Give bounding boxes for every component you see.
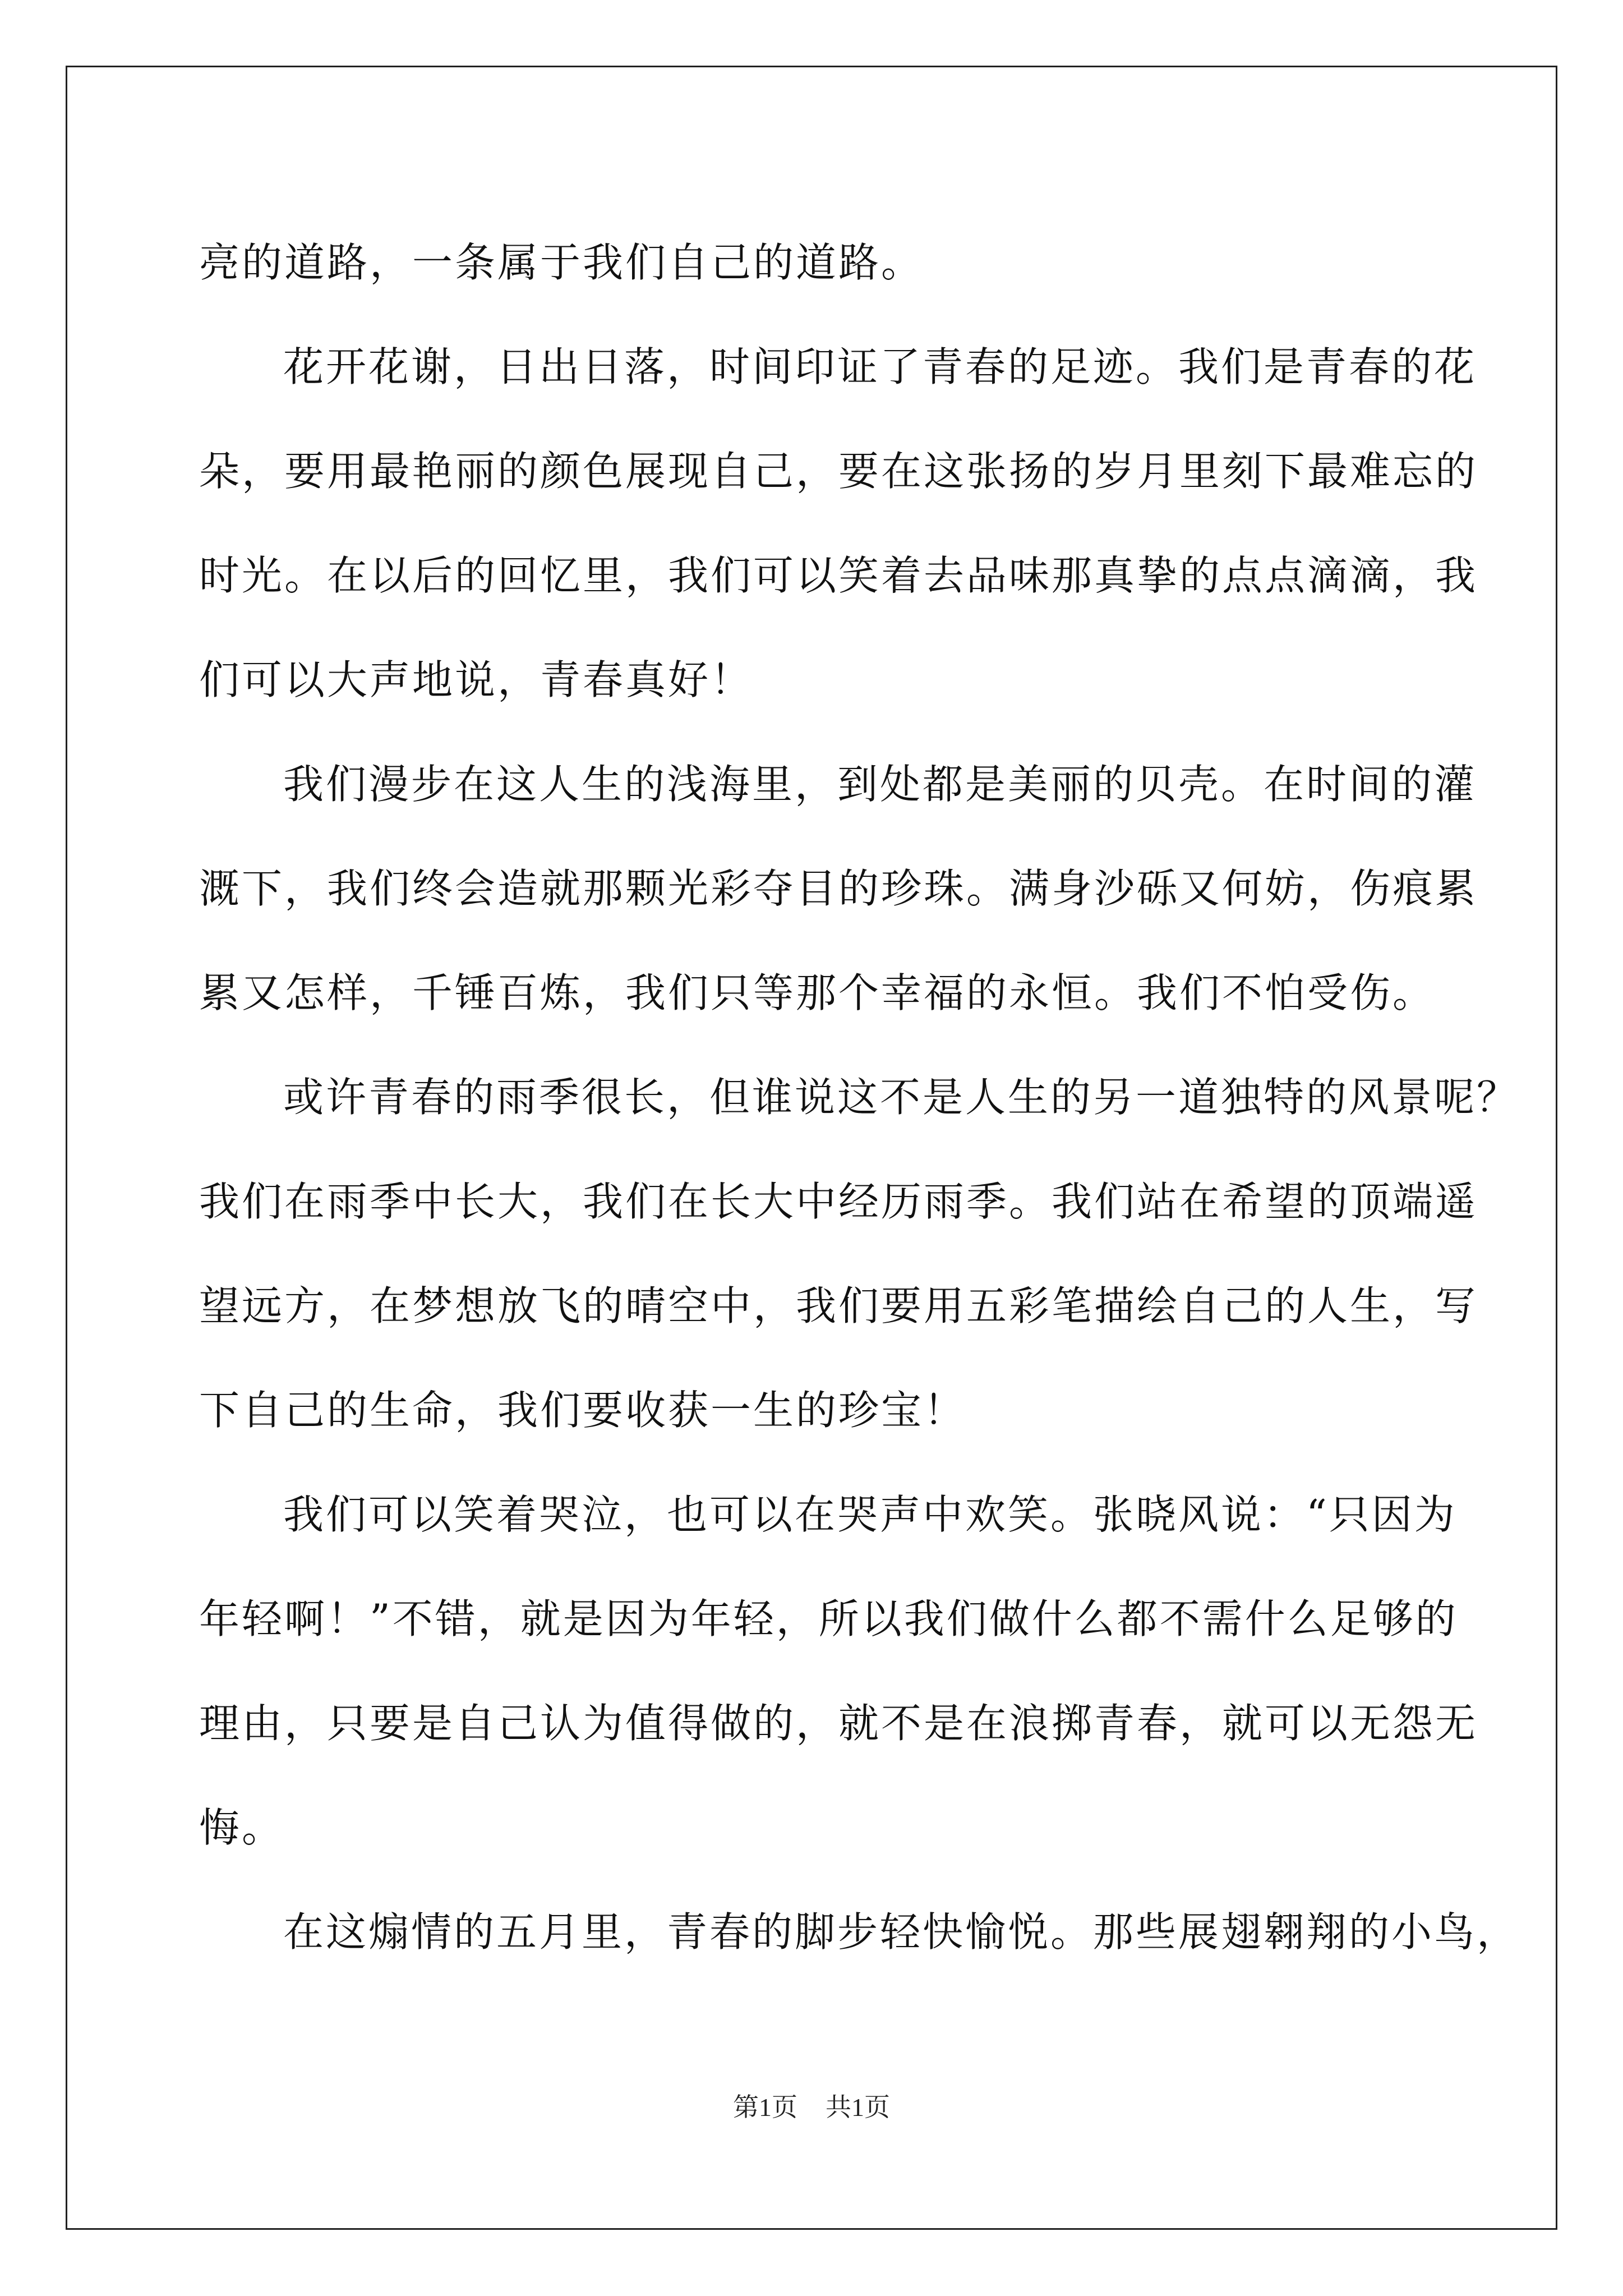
text-line: 累又怎样，千锤百炼，我们只等那个幸福的永恒。我们不怕受伤。: [199, 969, 1436, 1016]
paragraph-first-line: 我们漫步在这人生的浅海里，到处都是美丽的贝壳。在时间的灌: [283, 761, 1477, 808]
document-body: [199, 210, 1520, 1984]
text-line: 时光。在以后的回忆里，我们可以笑着去品味那真挚的点点滴滴，我: [199, 552, 1478, 599]
text-line: 下自己的生命，我们要收获一生的珍宝！: [199, 1387, 967, 1434]
text-line: 朵，要用最艳丽的颜色展现自己，要在这张扬的岁月里刻下最难忘的: [199, 448, 1478, 495]
page-number: 第1页: [733, 2093, 797, 2122]
paragraph-first-line: 或许青春的雨季很长，但谁说这不是人生的另一道独特的风景呢？: [283, 1074, 1520, 1121]
page-total: 共1页: [826, 2093, 890, 2122]
text-line: 年轻啊！”不错，就是因为年轻，所以我们做什么都不需什么足够的: [199, 1595, 1458, 1642]
text-line: 理由，只要是自己认为值得做的，就不是在浪掷青春，就可以无怨无: [199, 1700, 1478, 1747]
text-line: 溉下，我们终会造就那颗光彩夺目的珍珠。满身沙砾又何妨，伤痕累: [199, 865, 1478, 912]
page-footer: [0, 2087, 1623, 2124]
text-line: 我们在雨季中长大，我们在长大中经历雨季。我们站在希望的顶端遥: [199, 1178, 1478, 1225]
text-line: 悔。: [199, 1804, 285, 1851]
text-line: 亮的道路，一条属于我们自己的道路。: [199, 239, 924, 286]
paragraph-first-line: 在这煽情的五月里，青春的脚步轻快愉悦。那些展翅翱翔的小鸟，: [283, 1908, 1520, 1955]
paragraph-first-line: 花开花谢，日出日落，时间印证了青春的足迹。我们是青春的花: [283, 343, 1477, 390]
text-line: 们可以大声地说，青春真好！: [199, 656, 754, 703]
text-line: 望远方，在梦想放飞的晴空中，我们要用五彩笔描绘自己的人生，写: [199, 1282, 1478, 1329]
paragraph-first-line: 我们可以笑着哭泣，也可以在哭声中欢笑。张晓风说：“只因为: [283, 1491, 1457, 1538]
